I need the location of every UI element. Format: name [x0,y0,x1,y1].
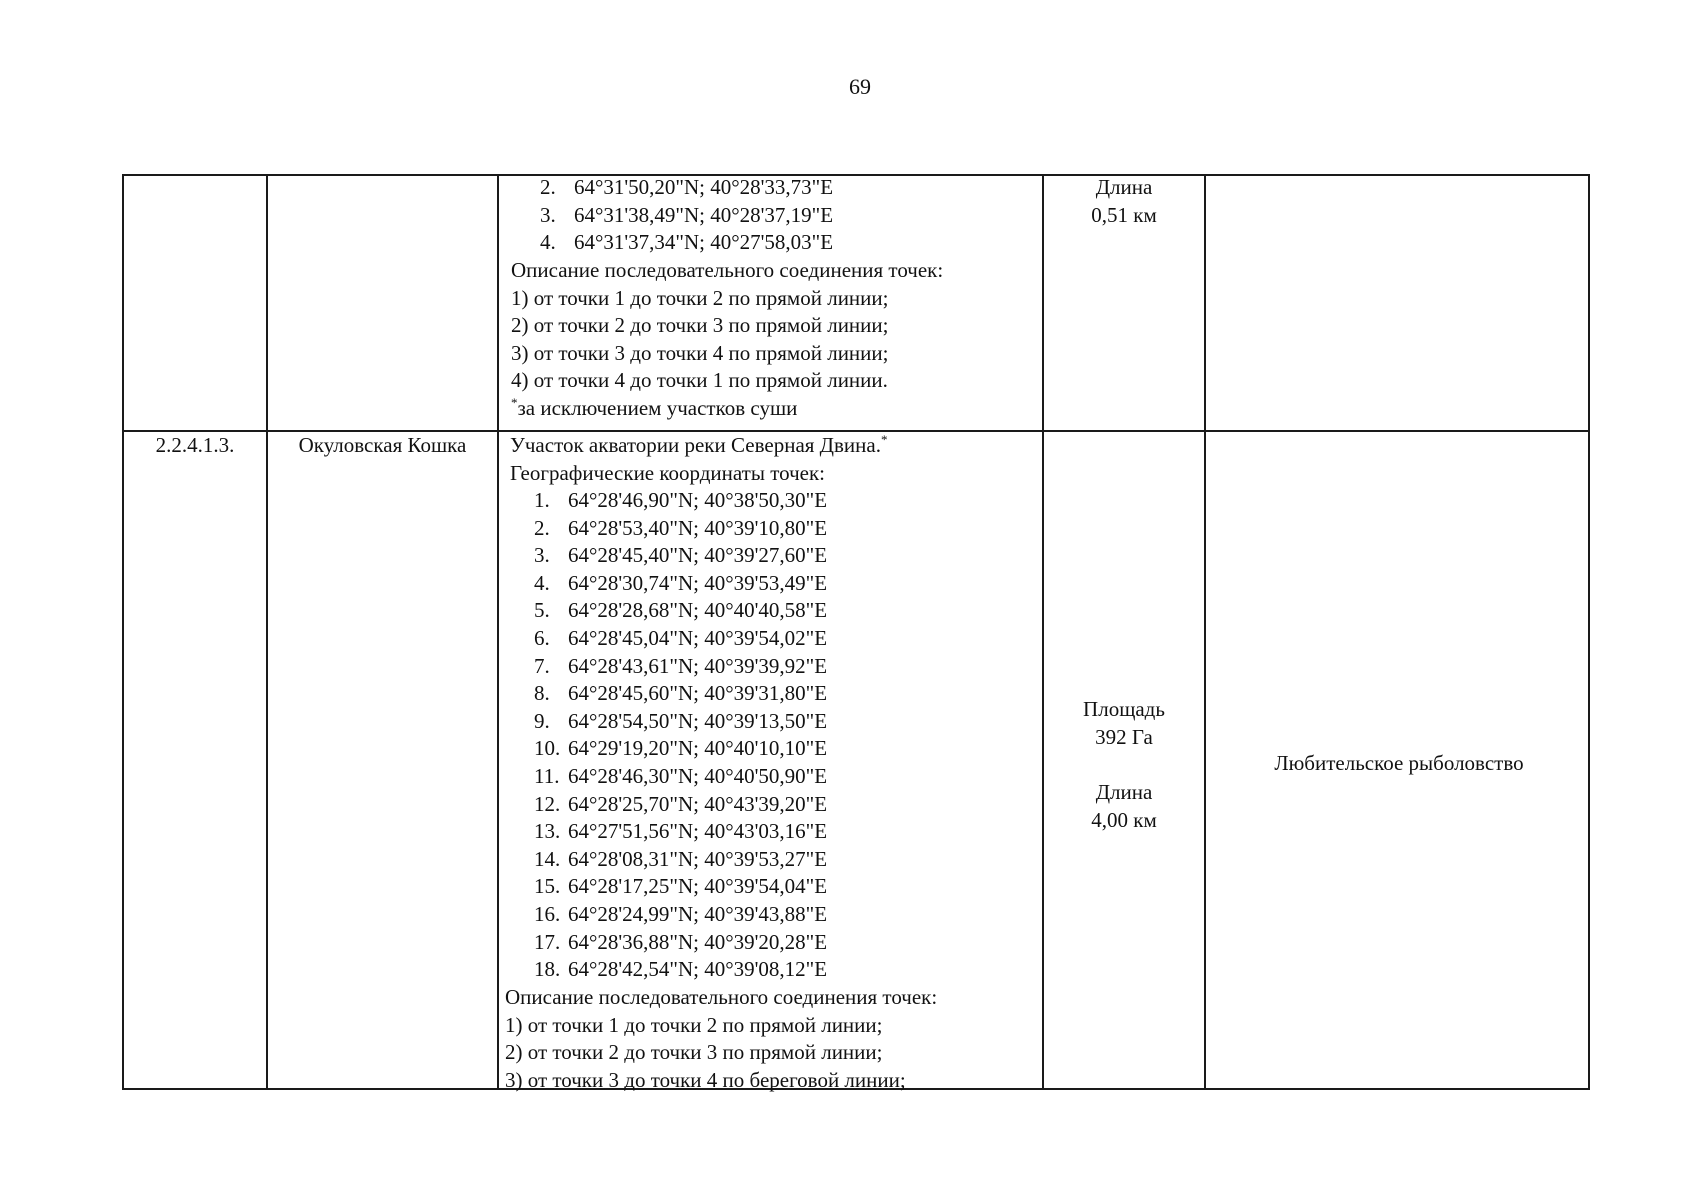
row2-purpose: Любительское рыболовство [1274,751,1524,775]
coord-item [534,570,827,598]
coord-item [534,791,827,819]
length-value: 4,00 км [1091,807,1157,832]
coord-item [534,956,827,984]
footnote-mark: * [511,394,518,410]
coord-value: 64°31'38,49"N; 40°28'37,19"E [574,202,834,227]
coord-number: 17. [534,929,561,954]
coord-number: 4. [540,230,556,255]
connection-heading: Описание последовательного соединения точек: [505,985,938,1009]
coord-number: 3. [534,543,550,568]
coord-value: 64°28'46,90"N; 40°38'50,30"E [568,488,828,512]
coord-value: 64°28'28,68"N; 40°40'40,58"E [568,598,828,623]
coord-number: 13. [534,819,561,844]
coord-item [534,846,827,874]
coord-value: 64°28'25,70"N; 40°43'39,20"E [568,791,828,816]
coord-item [534,763,827,791]
footnote [511,395,943,423]
coord-item [534,873,827,901]
coord-number: 12. [534,791,561,816]
connection-item: 2) от точки 2 до точки 3 по прямой линии; [511,313,889,338]
coord-item [534,708,827,736]
coord-item [534,929,827,957]
coord-value: 64°28'08,31"N; 40°39'53,27"E [568,846,828,871]
coord-value: 64°28'53,40"N; 40°39'10,80"E [568,515,828,540]
coord-item [534,680,827,708]
length-label: Длина [1095,780,1153,805]
coord-value: 64°28'24,99"N; 40°39'43,88"E [568,901,828,926]
area-label: Площадь [1083,697,1165,721]
coords-heading: Географические координаты точек: [510,460,825,485]
coord-value: 64°31'37,34"N; 40°27'58,03"E [574,230,834,255]
coord-number: 14. [534,846,561,871]
fishing-areas-table [122,174,1590,1090]
coord-item [534,653,827,681]
coord-item [534,735,827,763]
coord-number: 6. [534,625,550,650]
coord-number: 7. [534,653,550,678]
row1-coordinates [540,174,833,257]
coord-number: 5. [534,598,550,623]
coord-number: 2. [534,515,550,540]
coord-number: 8. [534,681,550,706]
column-separator-1 [266,176,268,1088]
coord-value: 64°28'30,74"N; 40°39'53,49"E [568,570,828,595]
row1-length [1044,174,1204,229]
column-separator-3 [1042,176,1044,1088]
coord-value: 64°28'54,50"N; 40°39'13,50"E [568,708,828,733]
coord-item [534,818,827,846]
column-separator-2 [497,176,499,1088]
description-text: Участок акватории реки Северная Двина. [510,433,881,457]
coord-value: 64°29'19,20"N; 40°40'10,10"E [568,736,828,761]
row2-area-length [1044,696,1204,834]
row2-id: 2.2.4.1.3. [155,433,235,457]
area-value: 392 Га [1095,724,1153,749]
footnote-text: за исключением участков суши [517,395,798,420]
row2-description-block [510,432,887,487]
coord-number: 16. [534,901,561,926]
coord-item [534,597,827,625]
coord-number: 1. [534,488,550,512]
connection-item: 3) от точки 3 до точки 4 по прямой линии; [511,340,889,365]
area-description [510,432,887,460]
connection-item: 3) от точки 3 до точки 4 по береговой линии; [505,1067,906,1092]
coord-value: 64°28'17,25"N; 40°39'54,04"E [568,874,828,899]
coord-item [534,542,827,570]
coord-value: 64°28'45,40"N; 40°39'27,60"E [568,543,828,568]
coord-item [540,174,833,202]
coord-number: 10. [534,736,561,761]
coord-item [540,229,833,257]
coord-number: 3. [540,202,556,227]
coord-value: 64°28'36,88"N; 40°39'20,28"E [568,929,828,954]
coord-number: 18. [534,957,561,982]
description-mark: * [880,432,888,447]
page-number: 69 [849,74,871,99]
coord-number: 4. [534,570,550,595]
coord-number: 11. [534,763,560,788]
row2-coordinates [534,487,827,984]
coord-value: 64°28'42,54"N; 40°39'08,12"E [568,957,828,982]
coord-value: 64°27'51,56"N; 40°43'03,16"E [568,819,828,844]
coord-value: 64°28'45,04"N; 40°39'54,02"E [568,625,828,650]
coord-item [534,625,827,653]
coord-value: 64°28'46,30"N; 40°40'50,90"E [568,763,828,788]
spacer [1044,751,1204,779]
coord-item [534,901,827,929]
length-value: 0,51 км [1091,202,1157,227]
coord-value: 64°28'43,61"N; 40°39'39,92"E [568,653,828,678]
length-label: Длина [1095,175,1153,199]
coord-item [534,487,827,515]
column-separator-4 [1204,176,1206,1088]
coord-number: 15. [534,874,561,899]
coord-number: 9. [534,708,550,733]
coord-value: 64°31'50,20"N; 40°28'33,73"E [574,175,834,199]
row2-name: Окуловская Кошка [298,433,467,457]
connection-heading: Описание последовательного соединения точек: [511,258,944,282]
row1-connections [511,257,943,423]
connection-item: 2) от точки 2 до точки 3 по прямой линии; [505,1040,883,1065]
coord-item [540,202,833,230]
coord-item [534,515,827,543]
connection-item: 1) от точки 1 до точки 2 по прямой линии; [511,285,889,310]
connection-item: 4) от точки 4 до точки 1 по прямой линии. [511,368,888,393]
coord-value: 64°28'45,60"N; 40°39'31,80"E [568,681,828,706]
coord-number: 2. [540,175,556,199]
connection-item: 1) от точки 1 до точки 2 по прямой линии; [505,1012,883,1037]
row2-connections [505,984,937,1094]
